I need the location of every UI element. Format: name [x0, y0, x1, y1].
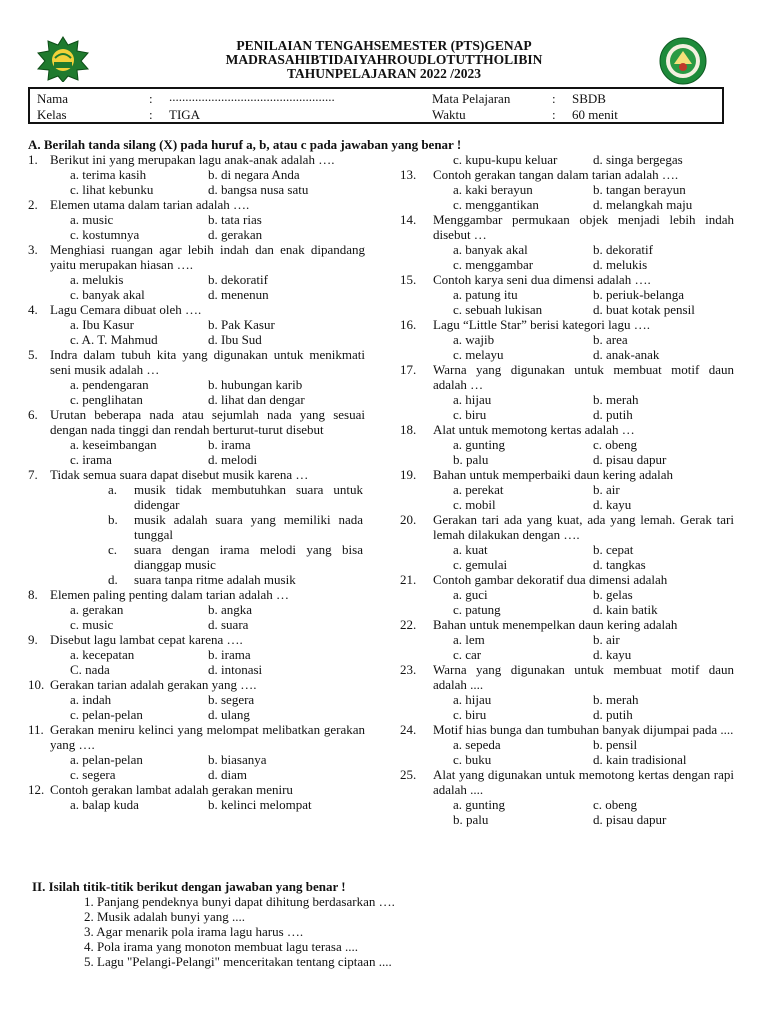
answer-option[interactable]: d. suara — [208, 617, 249, 632]
answer-option[interactable]: d. Ibu Sud — [208, 332, 262, 347]
question-item — [400, 317, 734, 362]
answer-options — [453, 692, 734, 722]
question-item — [400, 272, 734, 317]
question-text: Elemen paling penting dalam tarian adalah … — [50, 587, 289, 602]
answer-option[interactable]: c. menggambar — [453, 257, 534, 272]
header-title-1: PENILAIAN TENGAHSEMESTER (PTS)GENAP — [236, 38, 532, 53]
answer-options — [453, 797, 734, 827]
answer-option[interactable]: a. music — [70, 212, 114, 227]
answer-option[interactable]: b. dekoratif — [208, 272, 268, 287]
question-item — [400, 722, 734, 767]
answer-options — [70, 602, 365, 632]
answer-option[interactable]: c. segera — [70, 767, 116, 782]
answer-option[interactable]: a. Ibu Kasur — [70, 317, 134, 332]
question-number: 20. — [400, 512, 417, 527]
answer-option[interactable]: d. pisau dapur — [593, 452, 667, 467]
answer-options — [453, 437, 734, 467]
question-item — [28, 347, 365, 407]
answer-option[interactable]: a. perekat — [453, 482, 504, 497]
question-text: Bahan untuk memperbaiki daun kering adalah — [433, 467, 674, 482]
answer-option[interactable]: c. obeng — [593, 437, 638, 452]
answer-option[interactable]: d. lihat dan dengar — [208, 392, 305, 407]
question-item — [400, 212, 734, 272]
answer-option[interactable]: d. kayu — [593, 497, 632, 512]
answer-options — [453, 482, 734, 512]
answer-option[interactable]: d. gerakan — [208, 227, 263, 242]
question-number: 14. — [400, 212, 417, 227]
answer-option[interactable]: a. pendengaran — [70, 377, 149, 392]
nama-colon: : — [149, 91, 153, 106]
essay-question: 1. Panjang pendeknya bunyi dapat dihitung berdasarkan …. — [84, 894, 395, 909]
answer-option[interactable]: c. obeng — [593, 797, 638, 812]
question-text: Urutan beberapa nada atau sejumlah nada yang sesuai dengan nada tinggi dan rendah berturut-turut disebut — [50, 407, 365, 437]
question-text: Warna yang digunakan untuk membuat motif daun adalah … — [433, 362, 734, 392]
answer-option[interactable]: b. area — [593, 332, 628, 347]
identity-box — [28, 87, 724, 124]
answer-options — [70, 752, 365, 782]
question-text: Menghiasi ruangan agar lebih indah dan enak dipandang yaitu merupakan hiasan …. — [50, 242, 365, 272]
answer-option[interactable]: b. irama — [208, 437, 251, 452]
question-text: Elemen utama dalam tarian adalah …. — [50, 197, 250, 212]
question-number: 13. — [400, 167, 417, 182]
question-text: Contoh gerakan tangan dalam tarian adalah …. — [433, 167, 679, 182]
answer-option[interactable]: a. indah — [70, 692, 112, 707]
answer-options — [453, 587, 734, 617]
question-number: 19. — [400, 467, 417, 482]
answer-option[interactable]: d. ulang — [208, 707, 250, 722]
question-number: 23. — [400, 662, 417, 677]
kelas-colon: : — [149, 107, 153, 122]
nama-label: Nama — [37, 91, 69, 106]
answer-option[interactable]: b. dekoratif — [593, 242, 653, 257]
question-item — [28, 152, 365, 197]
answer-option[interactable]: a. gerakan — [70, 602, 124, 617]
mapel-value: SBDB — [572, 91, 606, 106]
mapel-label: Mata Pelajaran — [432, 91, 511, 106]
question-number: 12. — [28, 782, 45, 797]
answer-options — [453, 392, 734, 422]
answer-option[interactable]: a. sepeda — [453, 737, 501, 752]
waktu-value: 60 menit — [572, 107, 618, 122]
question-item — [400, 617, 734, 662]
option-text: musik adalah suara yang memiliki nada tunggal — [134, 512, 363, 542]
option-letter: d. — [108, 572, 118, 587]
question-text: Gerakan tarian adalah gerakan yang …. — [50, 677, 257, 692]
header-title-2: MADRASAHIBTIDAIYAHROUDLOTUTTHOLIBIN — [225, 52, 543, 67]
question-number: 21. — [400, 572, 417, 587]
answer-option[interactable]: d. tangkas — [593, 557, 646, 572]
answer-option[interactable]: d. kain batik — [593, 602, 658, 617]
answer-option[interactable]: c. melayu — [453, 347, 504, 362]
question-text: Alat yang digunakan untuk memotong kertas dengan rapi adalah .... — [433, 767, 734, 797]
question-item — [28, 467, 365, 587]
answer-option[interactable]: b. biasanya — [208, 752, 267, 767]
answer-options — [453, 242, 734, 272]
answer-option[interactable]: b. merah — [593, 392, 639, 407]
answer-option[interactable]: b. air — [593, 482, 620, 497]
answer-option[interactable]: c. lihat kebunku — [70, 182, 154, 197]
answer-option[interactable]: b. irama — [208, 647, 251, 662]
question-text: Motif hias bunga dan tumbuhan banyak dijumpai pada .... — [433, 722, 734, 737]
question-item — [400, 467, 734, 512]
question-number: 1. — [28, 152, 38, 167]
answer-option[interactable]: d. kayu — [593, 647, 632, 662]
header-title-3: TAHUNPELAJARAN 2022 /2023 — [286, 66, 481, 81]
answer-option[interactable]: c. kupu-kupu keluar — [453, 152, 558, 167]
answer-options — [70, 212, 365, 242]
questions-right-column — [400, 152, 734, 827]
answer-option[interactable]: d. buat kotak pensil — [593, 302, 695, 317]
answer-option[interactable]: c. car — [453, 647, 482, 662]
answer-options — [70, 167, 365, 197]
answer-option[interactable]: c. biru — [453, 407, 487, 422]
answer-option[interactable]: d. diam — [208, 767, 247, 782]
answer-option[interactable]: b. segera — [208, 692, 255, 707]
answer-options — [453, 152, 734, 167]
question-number: 16. — [400, 317, 417, 332]
answer-option[interactable]: b. periuk-belanga — [593, 287, 684, 302]
question-text: Disebut lagu lambat cepat karena …. — [50, 632, 243, 647]
question-text: Contoh gambar dekoratif dua dimensi adalah — [433, 572, 668, 587]
answer-option[interactable]: d. singa bergegas — [593, 152, 683, 167]
question-number: 2. — [28, 197, 38, 212]
question-number: 9. — [28, 632, 38, 647]
answer-option[interactable]: c. gemulai — [453, 557, 508, 572]
answer-options — [70, 692, 365, 722]
question-text: Gerakan meniru kelinci yang melompat melibatkan gerakan yang …. — [50, 722, 365, 752]
answer-option[interactable]: c. kostumnya — [70, 227, 140, 242]
mapel-colon: : — [552, 91, 556, 106]
answer-option[interactable]: c. music — [70, 617, 114, 632]
answer-option[interactable]: d. menenun — [208, 287, 269, 302]
answer-option[interactable]: b. cepat — [593, 542, 634, 557]
question-item — [400, 167, 734, 212]
answer-options — [453, 332, 734, 362]
question-item — [28, 632, 365, 677]
answer-option[interactable]: c. patung — [453, 602, 501, 617]
question-number: 24. — [400, 722, 417, 737]
waktu-label: Waktu — [432, 107, 466, 122]
answer-option[interactable]: b. kelinci melompat — [208, 797, 312, 812]
question-item — [28, 302, 365, 347]
answer-option[interactable]: c. pelan-pelan — [70, 707, 143, 722]
answer-option[interactable]: b. merah — [593, 692, 639, 707]
answer-option[interactable]: b. di negara Anda — [208, 167, 300, 182]
answer-option[interactable] — [50, 572, 365, 587]
question-number: 3. — [28, 242, 38, 257]
option-text: suara dengan irama melodi yang bisa dianggap music — [134, 542, 363, 572]
answer-option[interactable]: d. pisau dapur — [593, 812, 667, 827]
answer-option[interactable]: d. melukis — [593, 257, 648, 272]
question-number: 5. — [28, 347, 38, 362]
answer-options — [453, 737, 734, 767]
answer-option[interactable]: b. angka — [208, 602, 253, 617]
answer-option[interactable]: a. kecepatan — [70, 647, 135, 662]
answer-option[interactable]: a. balap kuda — [70, 797, 139, 812]
answer-option[interactable]: a. hijau — [453, 392, 492, 407]
option-text: musik tidak membutuhkan suara untuk didengar — [134, 482, 363, 512]
answer-option[interactable]: c. penglihatan — [70, 392, 143, 407]
answer-option[interactable]: a. gunting — [453, 797, 505, 812]
question-text: Lagu Cemara dibuat oleh …. — [50, 302, 202, 317]
option-text: suara tanpa ritme adalah musik — [134, 572, 296, 587]
answer-option[interactable] — [50, 542, 365, 572]
answer-option[interactable]: a. terima kasih — [70, 167, 147, 182]
answer-option[interactable]: b. palu — [453, 812, 489, 827]
question-number: 4. — [28, 302, 38, 317]
answer-option[interactable]: d. kain tradisional — [593, 752, 687, 767]
essay-question: 2. Musik adalah bunyi yang .... — [84, 909, 246, 924]
question-item — [400, 572, 734, 617]
answer-option[interactable]: b. hubungan karib — [208, 377, 303, 392]
question-item — [28, 197, 365, 242]
answer-option[interactable]: d. putih — [593, 707, 633, 722]
answer-options — [70, 647, 365, 677]
answer-option[interactable] — [50, 482, 365, 512]
question-text: Bahan untuk menempelkan daun kering adalah — [433, 617, 678, 632]
answer-option[interactable]: a. kaki berayun — [453, 182, 533, 197]
answer-option[interactable]: a. gunting — [453, 437, 505, 452]
answer-options — [70, 317, 365, 347]
question-text: Contoh gerakan lambat adalah gerakan meniru — [50, 782, 293, 797]
question-number: 10. — [28, 677, 45, 692]
answer-option[interactable]: b. tangan berayun — [593, 182, 686, 197]
answer-option[interactable]: c. A. T. Mahmud — [70, 332, 158, 347]
section-b-title: II. Isilah titik-titik berikut dengan jawaban yang benar ! — [32, 879, 346, 894]
answer-option[interactable]: c. sebuah lukisan — [453, 302, 543, 317]
answer-options — [70, 377, 365, 407]
question-item — [28, 782, 365, 812]
essay-question: 5. Lagu "Pelangi-Pelangi" menceritakan tentang ciptaan .... — [84, 954, 392, 969]
answer-option[interactable]: c. mobil — [453, 497, 496, 512]
option-letter: b. — [108, 512, 118, 527]
answer-option[interactable]: c. biru — [453, 707, 487, 722]
question-item — [400, 422, 734, 467]
answer-option[interactable]: a. pelan-pelan — [70, 752, 143, 767]
answer-options — [453, 287, 734, 317]
answer-option[interactable]: b. gelas — [593, 587, 633, 602]
question-item — [28, 587, 365, 632]
answer-option[interactable]: b. Pak Kasur — [208, 317, 275, 332]
question-item — [400, 362, 734, 422]
answer-options — [453, 632, 734, 662]
essay-question: 3. Agar menarik pola irama lagu harus …. — [84, 924, 304, 939]
answer-option[interactable]: b. air — [593, 632, 620, 647]
answer-option[interactable]: b. pensil — [593, 737, 638, 752]
kelas-value: TIGA — [169, 107, 201, 122]
answer-option[interactable]: a. melukis — [70, 272, 124, 287]
nama-field[interactable]: ................................................... — [169, 89, 335, 104]
question-number: 17. — [400, 362, 417, 377]
question-number: 7. — [28, 467, 38, 482]
answer-options — [453, 182, 734, 212]
answer-option[interactable]: a. hijau — [453, 692, 492, 707]
question-number: 22. — [400, 617, 417, 632]
answer-options — [70, 437, 365, 467]
questions-left-column — [28, 152, 365, 812]
answer-options — [70, 272, 365, 302]
answer-option[interactable]: a. lem — [453, 632, 485, 647]
question-text: Lagu “Little Star” berisi kategori lagu …. — [433, 317, 650, 332]
answer-option[interactable]: d. melodi — [208, 452, 258, 467]
answer-options — [70, 797, 365, 812]
question-number: 25. — [400, 767, 417, 782]
option-letter: a. — [108, 482, 118, 497]
question-number: 18. — [400, 422, 417, 437]
question-item — [400, 662, 734, 722]
answer-option[interactable]: d. intonasi — [208, 662, 263, 677]
question-item — [28, 677, 365, 722]
question-text: Gerakan tari ada yang kuat, ada yang lemah. Gerak tari lemah dilakukan dengan …. — [433, 512, 734, 542]
question-number: 6. — [28, 407, 38, 422]
essay-question-list — [84, 894, 395, 969]
section-a-title: A. Berilah tanda silang (X) pada huruf a, b, atau c pada jawaban yang benar ! — [28, 137, 462, 152]
answer-option[interactable]: a. kuat — [453, 542, 488, 557]
answer-option[interactable]: c. menggantikan — [453, 197, 539, 212]
answer-option[interactable]: d. putih — [593, 407, 633, 422]
answer-option[interactable]: a. wajib — [453, 332, 495, 347]
answer-option[interactable]: d. anak-anak — [593, 347, 660, 362]
question-number: 8. — [28, 587, 38, 602]
question-text: Warna yang digunakan untuk membuat motif daun adalah .... — [433, 662, 734, 692]
question-number: 15. — [400, 272, 417, 287]
question-item — [28, 407, 365, 467]
question-text: Alat untuk memotong kertas adalah … — [433, 422, 635, 437]
answer-option[interactable]: c. buku — [453, 752, 492, 767]
answer-option[interactable] — [50, 512, 365, 542]
answer-option[interactable]: a. guci — [453, 587, 488, 602]
answer-option[interactable]: b. tata rias — [208, 212, 262, 227]
question-text: Indra dalam tubuh kita yang digunakan untuk menikmati seni musik adalah … — [50, 347, 365, 377]
question-item — [400, 767, 734, 827]
question-text: Berikut ini yang merupakan lagu anak-anak adalah …. — [50, 152, 335, 167]
option-letter: c. — [108, 542, 118, 557]
question-number: 11. — [28, 722, 44, 737]
answer-option[interactable]: a. banyak akal — [453, 242, 528, 257]
question-text: Tidak semua suara dapat disebut musik karena … — [50, 467, 309, 482]
answer-option[interactable]: c. banyak akal — [70, 287, 145, 302]
answer-option[interactable]: d. melangkah maju — [593, 197, 693, 212]
answer-option[interactable]: a. patung itu — [453, 287, 518, 302]
question-text: Menggambar permukaan objek menjadi lebih indah disebut … — [433, 212, 734, 242]
essay-question: 4. Pola irama yang monoton membuat lagu terasa .... — [84, 939, 359, 954]
question-item — [400, 512, 734, 572]
question-item — [28, 242, 365, 302]
waktu-colon: : — [552, 107, 556, 122]
answer-option[interactable]: b. palu — [453, 452, 489, 467]
question-item — [28, 722, 365, 782]
answer-option[interactable]: d. bangsa nusa satu — [208, 182, 309, 197]
question-text: Contoh karya seni dua dimensi adalah …. — [433, 272, 651, 287]
answer-option[interactable]: a. keseimbangan — [70, 437, 157, 452]
answer-options — [453, 542, 734, 572]
answer-option[interactable]: C. nada — [70, 662, 110, 677]
answer-option[interactable]: c. irama — [70, 452, 112, 467]
kelas-label: Kelas — [37, 107, 67, 122]
